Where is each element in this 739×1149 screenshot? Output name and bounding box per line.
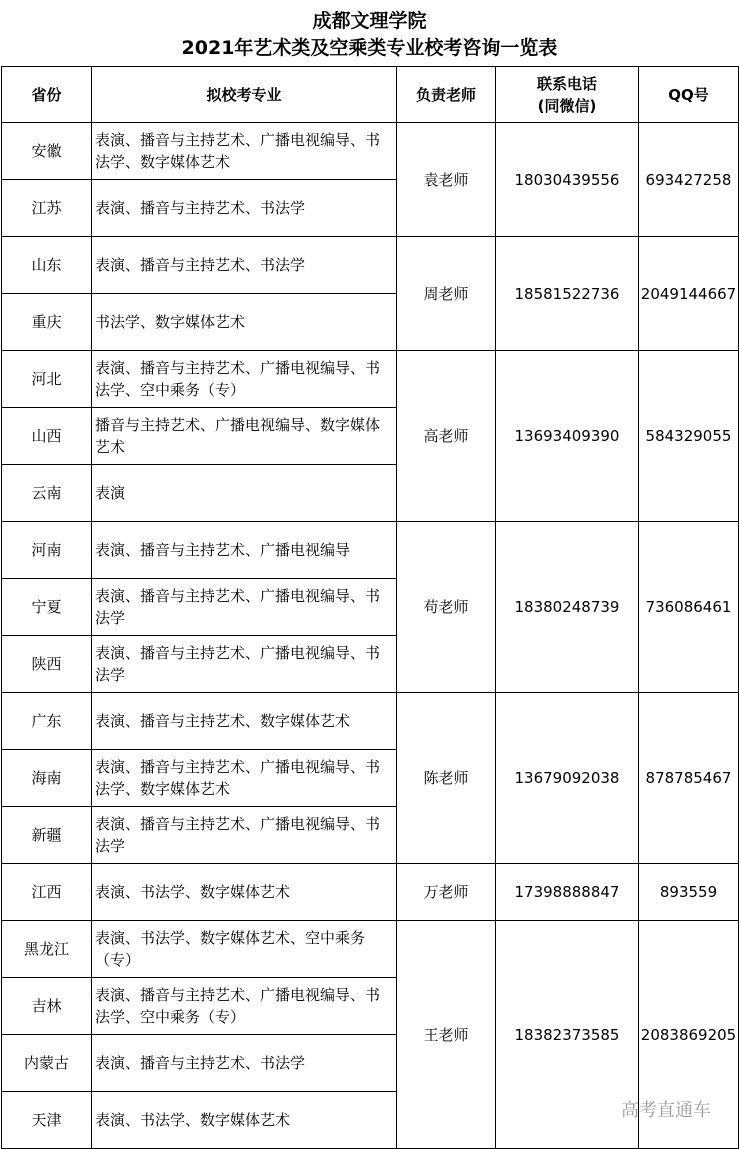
major-cell: 表演 bbox=[92, 465, 397, 522]
header-phone-line1: 联系电话 bbox=[536, 74, 597, 93]
phone-cell: 18382373585 bbox=[496, 921, 639, 1149]
major-cell: 表演、播音与主持艺术、广播电视编导、书法学、数字媒体艺术 bbox=[92, 750, 397, 807]
province-cell: 海南 bbox=[2, 750, 92, 807]
province-cell: 山西 bbox=[2, 408, 92, 465]
teacher-cell: 高老师 bbox=[397, 351, 496, 522]
major-cell: 表演、播音与主持艺术、广播电视编导、书法学 bbox=[92, 807, 397, 864]
qq-cell: 584329055 bbox=[639, 351, 739, 522]
major-cell: 书法学、数字媒体艺术 bbox=[92, 294, 397, 351]
header-phone bbox=[496, 67, 639, 123]
province-cell: 新疆 bbox=[2, 807, 92, 864]
teacher-cell: 王老师 bbox=[397, 921, 496, 1149]
major-cell: 表演、播音与主持艺术、广播电视编导、书法学、空中乘务（专） bbox=[92, 351, 397, 408]
major-cell: 表演、播音与主持艺术、书法学 bbox=[92, 237, 397, 294]
document-title: 成都文理学院 bbox=[312, 10, 427, 32]
major-cell: 表演、播音与主持艺术、广播电视编导、书法学 bbox=[92, 636, 397, 693]
major-cell: 表演、书法学、数字媒体艺术、空中乘务（专） bbox=[92, 921, 397, 978]
province-cell: 安徽 bbox=[2, 123, 92, 180]
major-cell: 表演、播音与主持艺术、广播电视编导、书法学 bbox=[92, 579, 397, 636]
teacher-cell: 苟老师 bbox=[397, 522, 496, 693]
table-row bbox=[2, 921, 739, 978]
major-cell: 表演、播音与主持艺术、广播电视编导、书法学、空中乘务（专） bbox=[92, 978, 397, 1035]
qq-cell: 736086461 bbox=[639, 522, 739, 693]
table-row bbox=[2, 693, 739, 750]
province-cell: 内蒙古 bbox=[2, 1035, 92, 1092]
table-row bbox=[2, 522, 739, 579]
phone-cell: 18581522736 bbox=[496, 237, 639, 351]
header-teacher: 负责老师 bbox=[397, 67, 496, 123]
major-cell: 播音与主持艺术、广播电视编导、数字媒体艺术 bbox=[92, 408, 397, 465]
header-phone-line2: (同微信) bbox=[537, 96, 597, 115]
phone-cell: 18030439556 bbox=[496, 123, 639, 237]
teacher-cell: 陈老师 bbox=[397, 693, 496, 864]
table-row bbox=[2, 237, 739, 294]
teacher-cell: 周老师 bbox=[397, 237, 496, 351]
major-cell: 表演、书法学、数字媒体艺术 bbox=[92, 864, 397, 921]
phone-cell: 18380248739 bbox=[496, 522, 639, 693]
header-qq: QQ号 bbox=[639, 67, 739, 123]
major-cell: 表演、播音与主持艺术、书法学 bbox=[92, 180, 397, 237]
province-cell: 河南 bbox=[2, 522, 92, 579]
teacher-cell: 袁老师 bbox=[397, 123, 496, 237]
watermark: 高考直通车 bbox=[621, 1100, 711, 1121]
province-cell: 吉林 bbox=[2, 978, 92, 1035]
province-cell: 云南 bbox=[2, 465, 92, 522]
document-subtitle: 2021年艺术类及空乘类专业校考咨询一览表 bbox=[181, 37, 558, 59]
province-cell: 河北 bbox=[2, 351, 92, 408]
province-cell: 天津 bbox=[2, 1092, 92, 1149]
qq-cell: 693427258 bbox=[639, 123, 739, 237]
province-cell: 黑龙江 bbox=[2, 921, 92, 978]
province-cell: 江西 bbox=[2, 864, 92, 921]
province-cell: 宁夏 bbox=[2, 579, 92, 636]
province-cell: 江苏 bbox=[2, 180, 92, 237]
province-cell: 陕西 bbox=[2, 636, 92, 693]
major-cell: 表演、播音与主持艺术、广播电视编导 bbox=[92, 522, 397, 579]
province-cell: 山东 bbox=[2, 237, 92, 294]
province-cell: 重庆 bbox=[2, 294, 92, 351]
consultation-table bbox=[1, 66, 739, 1149]
teacher-cell: 万老师 bbox=[397, 864, 496, 921]
phone-cell: 17398888847 bbox=[496, 864, 639, 921]
phone-cell: 13693409390 bbox=[496, 351, 639, 522]
table-row bbox=[2, 351, 739, 408]
table-row bbox=[2, 123, 739, 180]
major-cell: 表演、播音与主持艺术、书法学 bbox=[92, 1035, 397, 1092]
qq-cell: 2083869205 bbox=[639, 921, 739, 1149]
phone-cell: 13679092038 bbox=[496, 693, 639, 864]
qq-cell: 893559 bbox=[639, 864, 739, 921]
table-body bbox=[2, 123, 739, 1149]
province-cell: 广东 bbox=[2, 693, 92, 750]
table-row bbox=[2, 864, 739, 921]
qq-cell: 878785467 bbox=[639, 693, 739, 864]
major-cell: 表演、播音与主持艺术、广播电视编导、书法学、数字媒体艺术 bbox=[92, 123, 397, 180]
header-province: 省份 bbox=[2, 67, 92, 123]
header-major: 拟校考专业 bbox=[92, 67, 397, 123]
major-cell: 表演、播音与主持艺术、数字媒体艺术 bbox=[92, 693, 397, 750]
table-header-row bbox=[2, 67, 739, 123]
qq-cell: 2049144667 bbox=[639, 237, 739, 351]
major-cell: 表演、书法学、数字媒体艺术 bbox=[92, 1092, 397, 1149]
